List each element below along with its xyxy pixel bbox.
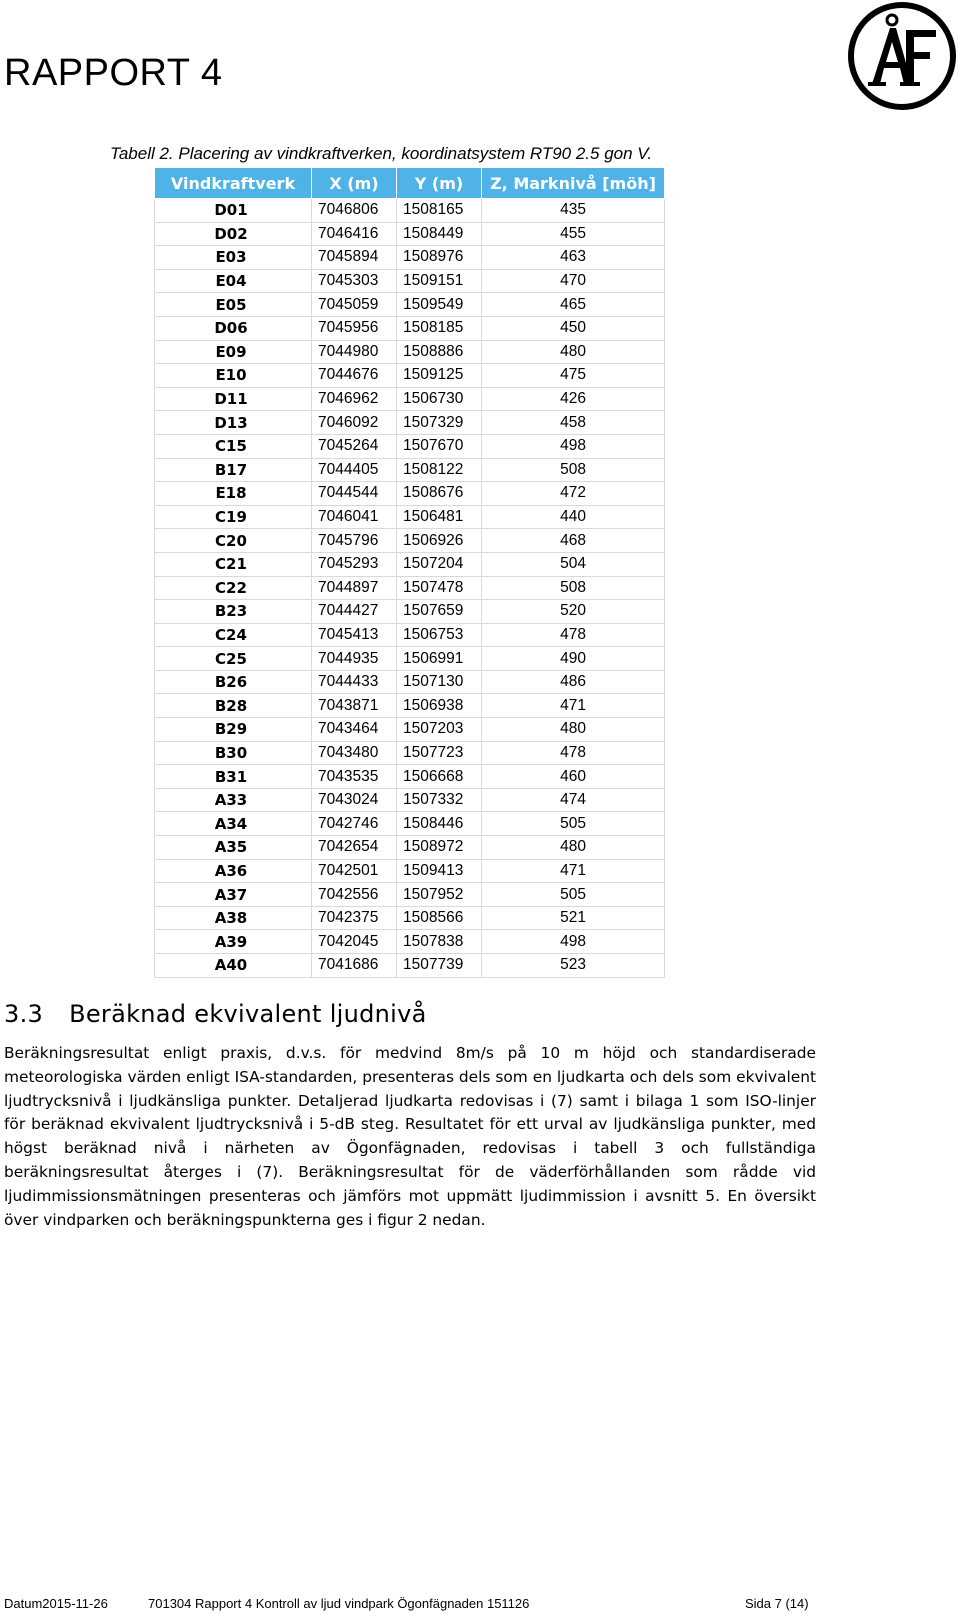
table-cell: 1506668 [397,765,482,789]
table-cell: 7046962 [312,387,397,411]
table-cell: B28 [155,694,312,718]
table-row [155,222,665,246]
table-cell: D01 [155,199,312,223]
table-cell: 7042375 [312,906,397,930]
table-cell: D02 [155,222,312,246]
table-cell: 7045303 [312,269,397,293]
table-cell: 7044544 [312,482,397,506]
table-row [155,552,665,576]
table-row [155,930,665,954]
table-cell: A38 [155,906,312,930]
table-cell: 1508676 [397,482,482,506]
section-heading [4,1000,427,1028]
table-cell: 486 [482,670,665,694]
table-cell: 455 [482,222,665,246]
table-cell: 1509413 [397,859,482,883]
table-cell: 478 [482,623,665,647]
table-cell: C25 [155,647,312,671]
table-cell: 1509151 [397,269,482,293]
table-cell: 1507739 [397,954,482,978]
table-cell: 7045956 [312,316,397,340]
section-number: 3.3 [4,1000,44,1028]
table-cell: 7042654 [312,836,397,860]
table-cell: 1509549 [397,293,482,317]
table-cell: 7044405 [312,458,397,482]
table-row [155,293,665,317]
table-cell: 7044676 [312,364,397,388]
table-cell: 1507723 [397,741,482,765]
table-row [155,741,665,765]
table-cell: 426 [482,387,665,411]
table-cell: 1506991 [397,647,482,671]
table-cell: 520 [482,600,665,624]
table-body [155,199,665,978]
table-cell: 450 [482,316,665,340]
table-cell: 1508122 [397,458,482,482]
table-cell: E09 [155,340,312,364]
table-row [155,670,665,694]
report-title: RAPPORT 4 [4,52,223,94]
table-row [155,718,665,742]
table-row [155,600,665,624]
table-cell: D13 [155,411,312,435]
table-cell: 463 [482,246,665,270]
table-cell: 478 [482,741,665,765]
table-cell: 1507332 [397,788,482,812]
table-row [155,411,665,435]
footer-page-number: Sida 7 (14) [745,1596,809,1611]
table-row [155,906,665,930]
table-cell: C15 [155,434,312,458]
column-header: Vindkraftverk [155,168,312,199]
table-cell: 7045293 [312,552,397,576]
table-row [155,505,665,529]
table-row [155,883,665,907]
table-cell: 504 [482,552,665,576]
column-header: Z, Marknivå [möh] [482,168,665,199]
table-cell: 7044433 [312,670,397,694]
table-cell: 7044935 [312,647,397,671]
table-cell: 7045894 [312,246,397,270]
table-row [155,694,665,718]
table-cell: 435 [482,199,665,223]
table-cell: 7046806 [312,199,397,223]
table-cell: 508 [482,458,665,482]
table-row [155,434,665,458]
table-row [155,765,665,789]
table-cell: 7045059 [312,293,397,317]
table-cell: 1507130 [397,670,482,694]
footer-date: Datum2015-11-26 [4,1596,108,1611]
table-cell: 1508446 [397,812,482,836]
table-cell: 471 [482,859,665,883]
table-cell: 480 [482,718,665,742]
section-body: Beräkningsresultat enligt praxis, d.v.s. för medvind 8m/s på 10 m höjd och standardiserade meteorologiska värden enligt ISA-standarden, presenteras dels som en ljudkarta och dels som ekvivalent ljudtrycksnivå i ljudkänsliga punkter. Detaljerad ljudkarta redovisas i (7) samt i bilaga 1 som ISO-linjer för beräknad ekvivalent ljudtrycksnivå i 5-dB steg. Resultatet för ett urval av ljudkänsliga punkter, med högst beräknad nivå i närheten av Ögonfägnaden, redovisas i tabell 3 och fullständiga beräkningsresultat återges i (7). Beräkningsresultat för de väderförhållanden som rådde vid ljudimmissionsmätningen presenteras och jämförs mot uppmätt ljudimmission i avsnitt 5. En översikt över vindparken och beräkningspunkterna ges i figur 2 nedan. [4,1044,816,1229]
table-cell: E04 [155,269,312,293]
table-cell: 7043535 [312,765,397,789]
table-cell: B23 [155,600,312,624]
table-cell: 7045796 [312,529,397,553]
table-header-row [155,168,665,199]
table-cell: 1507478 [397,576,482,600]
table-cell: 1507659 [397,600,482,624]
table-cell: 474 [482,788,665,812]
table-cell: 7041686 [312,954,397,978]
table-row [155,954,665,978]
table-cell: 523 [482,954,665,978]
table-cell: D06 [155,316,312,340]
table-cell: 7043024 [312,788,397,812]
section-title: Beräknad ekvivalent ljudnivå [69,1000,427,1028]
table-row [155,647,665,671]
table-cell: B30 [155,741,312,765]
table-cell: 1508972 [397,836,482,860]
table-cell: A35 [155,836,312,860]
table-cell: C20 [155,529,312,553]
table-cell: 465 [482,293,665,317]
table-cell: 7044897 [312,576,397,600]
table-row [155,387,665,411]
table-cell: A34 [155,812,312,836]
table-cell: 498 [482,930,665,954]
table-cell: A36 [155,859,312,883]
table-cell: E18 [155,482,312,506]
table-cell: 1508165 [397,199,482,223]
table-row [155,364,665,388]
table-row [155,340,665,364]
table-cell: 1506730 [397,387,482,411]
table-row [155,788,665,812]
table-cell: 505 [482,883,665,907]
footer-document: 701304 Rapport 4 Kontroll av ljud vindpark Ögonfägnaden 151126 [148,1596,530,1611]
table-cell: 1507203 [397,718,482,742]
table-cell: 1507329 [397,411,482,435]
table-cell: 460 [482,765,665,789]
table-cell: 1509125 [397,364,482,388]
table-cell: 471 [482,694,665,718]
table-cell: B17 [155,458,312,482]
table-cell: 1508185 [397,316,482,340]
table-cell: B26 [155,670,312,694]
table-cell: 7044427 [312,600,397,624]
table-cell: 7043480 [312,741,397,765]
table-cell: 7044980 [312,340,397,364]
table-cell: A37 [155,883,312,907]
table-cell: 498 [482,434,665,458]
table-cell: 7045264 [312,434,397,458]
table-cell: 508 [482,576,665,600]
table-cell: 1506753 [397,623,482,647]
table-caption: Tabell 2. Placering av vindkraftverken, koordinatsystem RT90 2.5 gon V. [110,144,653,163]
table-cell: A33 [155,788,312,812]
table-cell: 7043871 [312,694,397,718]
table-row [155,246,665,270]
af-logo-icon [846,0,958,112]
table-cell: E10 [155,364,312,388]
table-cell: 1508566 [397,906,482,930]
table-row [155,458,665,482]
table-row [155,576,665,600]
table-cell: 1507838 [397,930,482,954]
table-cell: 7042556 [312,883,397,907]
table-cell: 505 [482,812,665,836]
table-cell: A40 [155,954,312,978]
table-cell: 7042746 [312,812,397,836]
table-row [155,836,665,860]
table-cell: 1508976 [397,246,482,270]
table-cell: 472 [482,482,665,506]
table-cell: E03 [155,246,312,270]
table-row [155,199,665,223]
table-cell: B29 [155,718,312,742]
table-cell: 1506481 [397,505,482,529]
table-row [155,859,665,883]
table-row [155,529,665,553]
table-row [155,482,665,506]
table-cell: 1507204 [397,552,482,576]
table-cell: 1506938 [397,694,482,718]
table-cell: 440 [482,505,665,529]
table-cell: 7045413 [312,623,397,647]
table-cell: 458 [482,411,665,435]
table-cell: 7046092 [312,411,397,435]
table-row [155,269,665,293]
table-row [155,812,665,836]
table-cell: C19 [155,505,312,529]
table-cell: C24 [155,623,312,647]
table-cell: 1508886 [397,340,482,364]
column-header: Y (m) [397,168,482,199]
table-cell: 1506926 [397,529,482,553]
table-cell: 475 [482,364,665,388]
table-cell: 7046041 [312,505,397,529]
table-cell: E05 [155,293,312,317]
table-cell: 1508449 [397,222,482,246]
table-cell: 468 [482,529,665,553]
table-cell: A39 [155,930,312,954]
table-row [155,316,665,340]
table-row [155,623,665,647]
table-cell: B31 [155,765,312,789]
turbine-table [154,167,665,978]
table-cell: 1507670 [397,434,482,458]
table-cell: 7042501 [312,859,397,883]
column-header: X (m) [312,168,397,199]
table-cell: 490 [482,647,665,671]
table-cell: 7046416 [312,222,397,246]
table-cell: 470 [482,269,665,293]
table-cell: C22 [155,576,312,600]
table-cell: 1507952 [397,883,482,907]
table-cell: 521 [482,906,665,930]
table-cell: 7043464 [312,718,397,742]
table-cell: D11 [155,387,312,411]
table-cell: 480 [482,836,665,860]
table-cell: C21 [155,552,312,576]
table-cell: 7042045 [312,930,397,954]
table-cell: 480 [482,340,665,364]
